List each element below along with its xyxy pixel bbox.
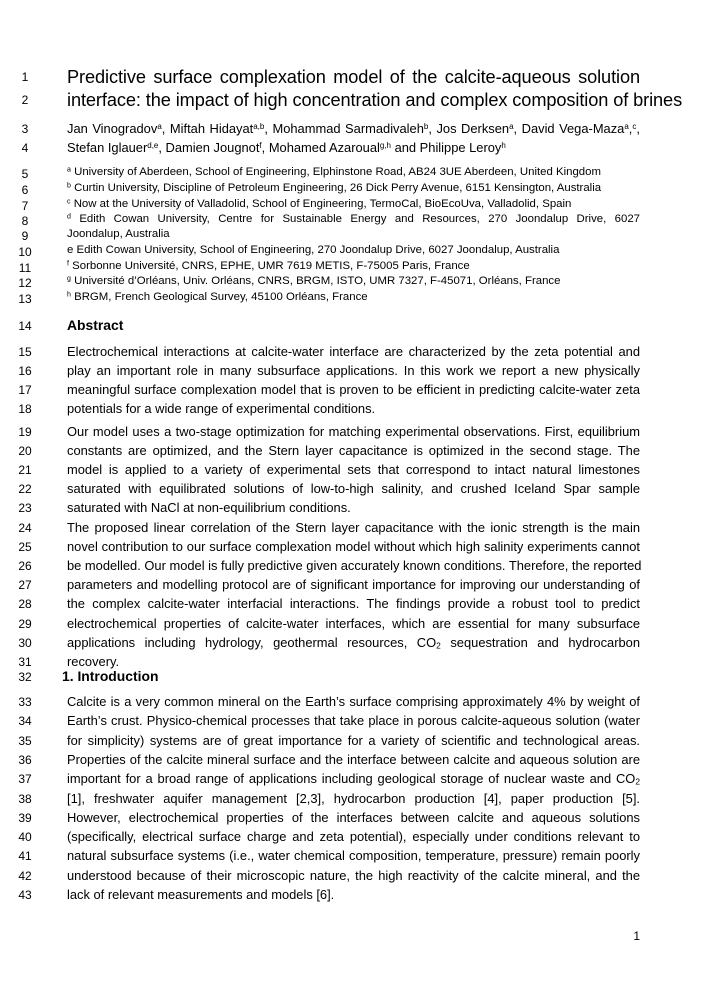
introduction-line: [1], freshwater aquifer management [2,3], hydrocarbon production [4], paper production [5].: [67, 791, 640, 806]
author-affiliation-mark: a: [624, 122, 629, 132]
author-affiliation-mark: d,e: [147, 141, 159, 151]
author: Mohamed Azaroual: [268, 140, 380, 155]
abstract-line: model is applied to a variety of experimental sets that correspond to intact natural limestones: [67, 462, 640, 477]
author-separator: ,: [513, 121, 522, 136]
line-number: 7: [21, 199, 29, 213]
line-number: 41: [18, 849, 32, 863]
abstract-line: potentials for a wide range of experimental conditions.: [67, 401, 376, 416]
abstract-line: play an important role in many subsurface applications. In this work we report a new physically: [67, 363, 640, 378]
line-number: 20: [18, 444, 32, 458]
line-number: 18: [18, 402, 32, 416]
line-number: 24: [18, 521, 32, 535]
line-number: 1: [21, 70, 29, 84]
line-number: 21: [18, 463, 32, 477]
abstract-line: Electrochemical interactions at calcite-water interface are characterized by the zeta potential and: [67, 344, 640, 359]
abstract-line: recovery.: [67, 654, 120, 669]
introduction-line: However, electrochemical properties of the interfaces between calcite and aqueous solutions: [67, 810, 640, 825]
affiliation-text: Now at the University of Valladolid, School of Engineering, TermoCal, BioEcoUva, Valladolid, Spain: [73, 198, 572, 210]
line-number: 19: [18, 425, 32, 439]
line-number: 32: [18, 670, 32, 684]
affiliation-text: Curtin University, Discipline of Petroleum Engineering, 26 Dick Perry Avenue, 6151 Kensington, Australia: [74, 182, 602, 194]
introduction-line: Calcite is a very common mineral on the Earth’s surface comprising approximately 4% by weight of: [67, 694, 640, 709]
line-number: 28: [18, 597, 32, 611]
affiliation-mark: f: [67, 260, 69, 268]
author-separator: ,: [264, 121, 273, 136]
affiliation-text: e Edith Cowan University, School of Engineering, 270 Joondalup Drive, 6027 Joondalup, Australia: [67, 244, 560, 256]
paper-title-line: interface: the impact of high concentration and complex composition of brines: [67, 90, 683, 110]
line-number: 29: [18, 617, 32, 631]
line-number: 14: [18, 319, 32, 333]
abstract-line: Our model uses a two-stage optimization for matching experimental observations. First, equilibrium: [67, 424, 640, 439]
abstract-line: electrochemical properties of calcite-water interfaces, which are essential for many subsurface: [67, 616, 640, 631]
author-affiliation-mark: a: [509, 122, 514, 132]
line-number: 37: [18, 772, 32, 786]
author-affiliation-mark: a: [157, 122, 162, 132]
author: Jos Derksen: [436, 121, 510, 136]
introduction-line: for simplicity) systems are of great importance for a variety of scientific and technological areas.: [67, 733, 640, 748]
affiliation-mark: h: [67, 291, 71, 299]
abstract-heading: Abstract: [67, 317, 124, 333]
author: Stefan Iglauer: [67, 140, 148, 155]
line-number: 13: [18, 292, 32, 306]
abstract-line: saturated with equilibrated solutions of low-to-high salinity, and crushed Iceland Spar sample: [67, 481, 640, 496]
line-number: 11: [18, 261, 32, 275]
line-number: 36: [18, 753, 32, 767]
line-number: 35: [18, 734, 32, 748]
line-number: 43: [18, 888, 32, 902]
line-number: 9: [21, 229, 29, 243]
subscript: 2: [635, 776, 640, 787]
abstract-line: applications including hydrology, geothermal resources, $CO_2$ sequestration and hydrocarbon: [67, 635, 640, 651]
line-number: 10: [18, 245, 32, 259]
author-affiliation-mark: g,h: [379, 141, 391, 151]
affiliation-text: Université d’Orléans, Univ. Orléans, CNRS, BRGM, ISTO, UMR 7327, F-45071, Orléans, France: [74, 275, 561, 287]
author-separator: and: [391, 140, 420, 155]
abstract-line: novel contribution to our surface complexation model without which high salinity experiments cannot: [67, 539, 640, 554]
affiliation-line: [67, 275, 640, 287]
affiliation-mark: b: [67, 182, 71, 190]
line-number: 23: [18, 501, 32, 515]
affiliation-text: BRGM, French Geological Survey, 45100 Orléans, France: [74, 291, 368, 303]
affiliation-line: [67, 244, 640, 256]
line-number: 22: [18, 482, 32, 496]
abstract-line: constants are optimized, and the Stern layer capacitance is optimized in the second stage. The: [67, 443, 640, 458]
author-affiliation-mark: a,b: [253, 122, 265, 132]
author-separator: ,: [158, 140, 166, 155]
line-number: 39: [18, 811, 32, 825]
abstract-line: the complex calcite-water interfacial interactions. The findings provide a robust tool to predict: [67, 596, 640, 611]
author: Jan Vinogradov: [67, 121, 158, 136]
line-number: 3: [21, 122, 29, 136]
line-number: 30: [18, 636, 32, 650]
affiliation-line: [67, 260, 640, 272]
affiliation-line: [67, 166, 640, 178]
author-separator: ,: [261, 140, 269, 155]
affiliation-mark: g: [67, 275, 71, 283]
author-separator: ,: [161, 121, 170, 136]
author: Damien Jougnot: [165, 140, 260, 155]
introduction-heading: 1. Introduction: [62, 668, 159, 684]
introduction-line: lack of relevant measurements and models [6].: [67, 887, 335, 902]
line-number: 5: [21, 167, 29, 181]
author-affiliation-mark: h: [501, 141, 506, 151]
line-number: 40: [18, 830, 32, 844]
abstract-line: The proposed linear correlation of the Stern layer capacitance with the ionic strength is the main: [67, 520, 640, 535]
line-number: 26: [18, 559, 32, 573]
affiliation-text: Sorbonne Université, CNRS, EPHE, UMR 7619 METIS, F-75005 Paris, France: [72, 260, 470, 272]
line-number: 8: [21, 214, 29, 228]
line-number: 17: [18, 383, 32, 397]
abstract-line: saturated with NaCl at non-equilibrium conditions.: [67, 500, 351, 515]
author: Philippe Leroy: [419, 140, 502, 155]
author: David Vega-Maza: [521, 121, 625, 136]
affiliation-mark: d: [67, 213, 71, 221]
introduction-line: understood because of their microscopic nature, the high reactivity of the calcite mineral, and the: [67, 868, 640, 883]
affiliation-line: [67, 198, 640, 210]
subscript: 2: [436, 640, 441, 651]
affiliation-text: University of Aberdeen, School of Engineering, Elphinstone Road, AB24 3UE Aberdeen, United Kingdom: [74, 166, 601, 178]
line-number: 4: [21, 141, 29, 155]
abstract-line: parameters and modelling protocol are of significant importance for improving our understanding of: [67, 577, 640, 592]
introduction-line: (specifically, electrical surface charge and zeta potential), especially under conditions relevant to: [67, 829, 640, 844]
paper-title-line: Predictive surface complexation model of the calcite-aqueous solution: [67, 67, 640, 87]
page-number: 1: [633, 929, 640, 943]
author-separator: ,: [428, 121, 437, 136]
author-separator: ,: [628, 121, 633, 136]
line-number: 6: [21, 183, 29, 197]
author-affiliation-mark: b: [423, 122, 429, 132]
line-number: 34: [18, 714, 32, 728]
line-number: 42: [18, 869, 32, 883]
affiliation-mark: c: [67, 198, 71, 206]
affiliation-line: [67, 291, 640, 303]
introduction-line: natural subsurface systems (i.e., water chemical composition, temperature, pressure) remain poorly: [67, 848, 640, 863]
line-number: 27: [18, 578, 32, 592]
affiliation-text: Edith Cowan University, Centre for Sustainable Energy and Resources, 270 Joondalup Drive, 6027: [79, 213, 640, 225]
author: Mohammad Sarmadivaleh: [272, 121, 424, 136]
abstract-line: meaningful surface complexation model that is proven to be efficient in predicting calcite-water zeta: [67, 382, 640, 397]
line-number: 33: [18, 695, 32, 709]
line-number: 12: [18, 276, 32, 290]
affiliation-line: [67, 228, 640, 240]
authors-line: [67, 140, 640, 155]
authors-line: [67, 121, 640, 136]
abstract-line: be modelled. Our model is fully predictive given accurately known conditions. Therefore, the reported: [67, 558, 642, 573]
introduction-line: important for a broad range of applications including geological storage of nuclear waste and $CO_2$: [67, 771, 640, 787]
line-number: 15: [18, 345, 32, 359]
line-number: 38: [18, 792, 32, 806]
affiliation-line: [67, 182, 640, 194]
author: Miftah Hidayat: [169, 121, 254, 136]
affiliation-text: Joondalup, Australia: [67, 228, 170, 240]
line-number: 31: [18, 655, 32, 669]
author-affiliation-mark: c: [632, 122, 637, 132]
affiliation-mark: a: [67, 166, 71, 174]
author-affiliation-mark: f: [259, 141, 262, 151]
line-number: 25: [18, 540, 32, 554]
introduction-line: Earth’s crust. Physico-chemical processes that take place in porous calcite-aqueous solution (water: [67, 713, 640, 728]
author-separator: ,: [636, 121, 640, 136]
line-number: 16: [18, 364, 32, 378]
affiliation-line: [67, 213, 640, 225]
line-number: 2: [21, 93, 29, 107]
introduction-line: Properties of the calcite mineral surface and the interface between calcite and aqueous solution are: [67, 752, 640, 767]
